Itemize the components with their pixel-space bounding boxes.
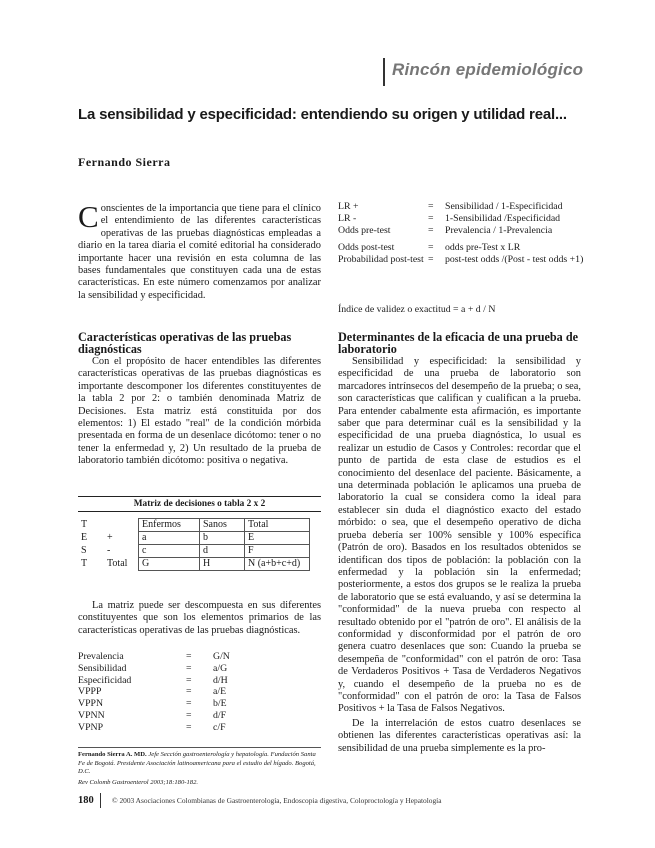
matrix-cell: H — [200, 558, 245, 571]
definition-row — [78, 710, 321, 722]
def-value: odds pre-Test x LR — [445, 242, 521, 254]
section-divider — [383, 58, 385, 86]
page-number: 180 — [78, 795, 94, 806]
def-value: b/E — [213, 698, 227, 710]
left-paragraph-2 — [78, 600, 321, 637]
definition-row — [78, 663, 321, 675]
def-term: Especificidad — [78, 674, 132, 686]
def-term: VPNP — [78, 721, 104, 733]
def-value: a/G — [213, 662, 228, 674]
def-value: a/E — [213, 686, 227, 698]
def-term: Odds pre-test — [338, 224, 391, 236]
def-eq: = — [428, 212, 434, 224]
definition-row — [78, 651, 321, 663]
def-value: c/F — [213, 721, 226, 733]
definition-row — [338, 201, 588, 213]
definition-row — [338, 213, 588, 225]
def-term: VPPP — [78, 686, 102, 698]
matrix-table — [78, 518, 310, 571]
def-value: G/N — [213, 651, 230, 662]
definition-row — [78, 722, 321, 734]
definition-row — [338, 225, 588, 237]
matrix-cell: N (a+b+c+d) — [245, 558, 310, 571]
table-row — [78, 558, 310, 571]
author-name: Fernando Sierra — [78, 155, 171, 169]
matrix-cell: d — [200, 545, 245, 558]
section-heading-operative: Características operativas de las pruebas diagnósticas — [78, 330, 292, 356]
def-value: 1-Sensibilidad /Especificidad — [445, 212, 561, 224]
def-term: Probabilidad post-test — [338, 254, 424, 266]
matrix-side-label: T — [81, 558, 88, 569]
matrix-side-label — [104, 519, 139, 532]
def-value: d/H — [213, 674, 228, 686]
left-heading-wrap — [78, 331, 321, 355]
def-eq: = — [428, 224, 434, 236]
def-term: Sensibilidad — [78, 662, 127, 674]
definition-row — [338, 254, 588, 266]
author-footnote — [78, 747, 321, 777]
footnote-affiliation: Jefe Sección gastroenterología y hepatología. Fundación Santa Fe de Bogotá. Presidente Asociación latinoamericana para el estudio del hígado. Bogotá, D.C. — [78, 751, 316, 776]
matrix-header: Enfermos — [139, 519, 200, 532]
paragraph-text: Sensibilidad y especificidad: la sensibilidad y especificidad de una prueba de laboratorio son marcadores intrínsecos del desempeño de la prueba; o sea, son características que califican y cualifican a la prueba. Para entender cabalmente esta afirmación, es importante saber que para determinar cuál es la sensibilidad y la especificidad de una prueba diagnóstica, lo usual es realizar un estudio de Casos y Controles: recordar que el punto de partida de esta clase de estudios es el conocimiento del desenlace del paciente. Básicamente, a una determinada población le aplicamos una prueba de laboratorio la cual se considera como la ideal para establecer sin duda el diagnóstico exacto del estado mórbido: o sea, que el desempeño operativo de dicha prueba debería ser 100% sensible y 100% específica (Patrón de oro). Basados en los resultados obtenidos se identifican dos tipos de población: la población con la enfermedad y la población sin la enfermedad; posteriormente, a estos dos grupos se le realiza la prueba de laboratorio que se está evaluando, y así se determina la "conformidad" de la nueva prueba con respecto al resultado obtenido por el "patrón de oro". El análisis de la conformidad y disconformidad por el patrón de oro genera cuatro desenlaces que son: Cuando la prueba se desempeña de "conformidad" con el patrón de oro: Tasa de Verdaderos Positivos + Tasa de Verdaderos Negativos y, cuando el desempeño de la prueba no es de "conformidad" con el patrón de oro: la Tasa de Falsos Positivos + la Tasa de Falsos Negativos. — [338, 356, 581, 715]
def-value: Sensibilidad / 1-Especificidad — [445, 201, 563, 212]
definition-row — [78, 686, 321, 698]
def-eq: = — [186, 709, 192, 721]
decision-matrix — [78, 496, 321, 571]
paragraph-text: Con el propósito de hacer entendibles las diferentes características operativas de las pruebas diagnósticas es importante descomponer los diferentes constituyentes de la tabla 2 por 2: o también denominada Matriz de Decisiones. Esta matriz está constituida por dos elementos: 1) El estado "real" de la condición mórbida presentada en forma de un desenlace dicótomo: tener o no tener la enfermedad y, 2) Un resultado de la prueba de laboratorio también dicótomo: positiva o negativa. — [78, 356, 321, 467]
table-row — [78, 532, 310, 545]
matrix-title: Matriz de decisiones o tabla 2 x 2 — [78, 496, 321, 512]
def-value: post-test odds /(Post - test odds +1) — [445, 254, 584, 266]
right-body-text — [338, 356, 581, 755]
matrix-side-label: + — [107, 532, 113, 543]
matrix-cell: b — [200, 532, 245, 545]
table-row — [78, 519, 310, 532]
def-eq: = — [186, 686, 192, 698]
drop-cap: C — [78, 199, 99, 234]
def-eq: = — [186, 662, 192, 674]
matrix-cell: F — [245, 545, 310, 558]
right-heading-wrap — [338, 331, 581, 355]
table-row — [78, 545, 310, 558]
definitions-list-left — [78, 651, 321, 734]
def-value: Prevalencia / 1-Prevalencia — [445, 224, 553, 236]
def-eq: = — [428, 242, 434, 254]
footer-divider — [100, 793, 101, 808]
copyright-notice: © 2003 Asociaciones Colombianas de Gastroenterología, Endoscopia digestiva, Coloproctología y Hepatología — [112, 796, 442, 805]
matrix-header: Sanos — [200, 519, 245, 532]
intro-text: onscientes de la importancia que tiene para el clínico el entendimiento de las diferentes características operativas de las pruebas diagnósticas empleadas a diario en la tarea diaria el comité editorial ha considerado importante hacer una revisión en esta columna de las bases fundamentales que constituyen cada una de estas características. En este número comenzamos por analizar la sensibilidad y especificidad. — [78, 203, 321, 301]
def-eq: = — [186, 721, 192, 733]
def-eq: = — [428, 254, 434, 266]
matrix-cell: E — [245, 532, 310, 545]
def-term: LR - — [338, 212, 357, 224]
def-eq: = — [186, 698, 192, 710]
def-term: LR + — [338, 201, 359, 212]
validity-index-formula: Índice de validez o exactitud = a + d / N — [338, 304, 496, 315]
matrix-side-label: S — [81, 545, 87, 556]
section-title: Rincón epidemiológico — [392, 60, 584, 79]
def-value: d/F — [213, 709, 227, 721]
intro-paragraph — [78, 199, 321, 302]
definitions-list-right — [338, 201, 588, 266]
footnote-name: Fernando Sierra A. MD. — [78, 751, 147, 758]
def-term: Odds post-test — [338, 242, 395, 254]
def-term: VPPN — [78, 698, 104, 710]
def-term: Prevalencia — [78, 651, 124, 662]
matrix-cell: c — [139, 545, 200, 558]
paragraph-text: La matriz puede ser descompuesta en sus diferentes constituyentes que son los elementos primarios de las características operativas de las pruebas diagnósticas. — [78, 600, 321, 636]
definition-row — [338, 242, 588, 254]
matrix-side-label: - — [107, 545, 111, 556]
left-paragraph-1 — [78, 356, 321, 468]
section-heading-determinants: Determinantes de la eficacia de una prueba de laboratorio — [338, 330, 579, 356]
matrix-cell: G — [139, 558, 200, 571]
def-eq: = — [428, 201, 434, 212]
journal-citation: Rev Colomb Gastroenterol 2003;18:180-182. — [78, 779, 199, 786]
def-term: VPNN — [78, 709, 105, 721]
definition-row — [78, 675, 321, 687]
matrix-side-label: Total — [107, 558, 128, 569]
paragraph-text: De la interrelación de estos cuatro desenlaces se obtienen las diferentes características operativas así: la sensibilidad de una prueba simplemente es la pro- — [338, 717, 581, 754]
def-eq: = — [186, 651, 192, 662]
matrix-cell: a — [139, 532, 200, 545]
article-title: La sensibilidad y especificidad: entendiendo su origen y utilidad real... — [78, 106, 567, 123]
matrix-side-label: E — [81, 532, 88, 543]
matrix-side-label: T — [81, 519, 88, 530]
definition-row — [78, 698, 321, 710]
matrix-header: Total — [245, 519, 310, 532]
def-eq: = — [186, 674, 192, 686]
